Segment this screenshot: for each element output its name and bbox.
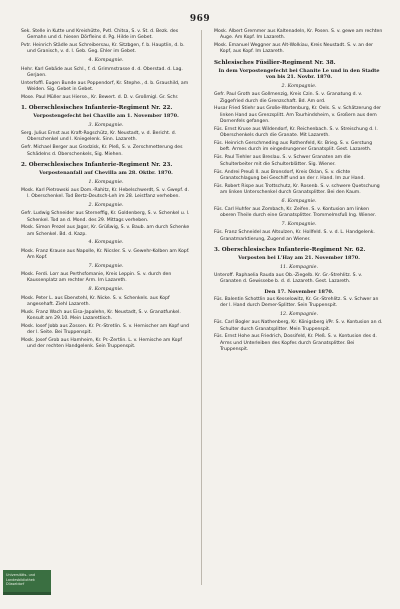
entry-text: Mosk. Karl Pietrowski aus Dom.-Rahitz, Kr. Hebelschwerdt, S. v. Gwepf. d. l. Oberschenkel. Tod Bertz-Deutsch-Leh im 28. Leistfanz verheben. bbox=[21, 187, 189, 200]
entry-text: Füs. Paul Tiehler aus Breslau. S. v. Schwer Granaten am die Schulterbeiter mit die Schulterblätter. Sig. Wiener. bbox=[214, 155, 351, 167]
entry-text: Mosk. Franz Krause aus Napolle, Kr. Nicsler. S. v. Gewehr-Kolben am Kopf. Am Kopf. bbox=[21, 248, 190, 261]
entry-text: Mosk. Simon Prezel aus Jagor, Kr. Grüßwig, S. v. Baub. am durch Schenke am Schenkel. Bd. d. Kazp. bbox=[21, 225, 190, 237]
entry-text: Füs. Franz Schneidel aus Altsulzen, Kr. Hollfeld. S. v. d. L. Handgelenk. Granatmarktierung, Zugend an Wiener. bbox=[214, 230, 375, 242]
stamp-bar bbox=[3, 592, 51, 595]
entry-text: Mose. Paul Müller aus Hierse., Kr. Bewert. d. D. v. Großmigl. Gr. Schr. bbox=[21, 94, 179, 100]
entry-text: Füs. Carl Huhfer aus Zombach, Kr. Zeifen. S. v. Kontusion am linken oberen Theile durch eine Granatsplitter. Trommelmsfuß Ing. Wiener. bbox=[214, 207, 377, 219]
entry-text: Füs. Ernst Hohe aus Friedrich, Dossifeld, Kr. Pleß. S. v. Kontusion des d. Arms und Unterleiben des Kopfes durch Granatsplitter. Bei Truppenspit. bbox=[214, 334, 377, 353]
left-column bbox=[21, 29, 191, 352]
regiment-sub-text: Vorpostengefecht bei Chaville am 1. November 1870. bbox=[33, 113, 179, 120]
right-column bbox=[214, 29, 384, 355]
entry-text: Füs. Robert Rispe aus Trottschutz, Kr. Rosenb. S. v. schwere Quetschung am linken Unterschenkel durch Granatsplitter. Bei den Kaum. bbox=[214, 183, 380, 195]
entry-text: Sek. Stelle in Kutte und Kreishütte, Pvtl. Chitsa, S. v. St. d. Bezk. des Gemahn und d. hiesen Dörfleins d. Pg. Hilde im Gebet. bbox=[21, 29, 179, 41]
regiment-text: 2. Oberschlesisches Infanterie-Regiment Nr. 23. bbox=[21, 161, 173, 168]
entry-text: Mosk. Albert Gremmer aus Kaltenadeln, Kr. Posen. S. v. gewe am rechten Auge. Am Kopf. Im Lazareth. bbox=[214, 29, 383, 41]
stamp-line-2: Landesbibliothek bbox=[6, 577, 35, 582]
library-stamp bbox=[3, 570, 51, 592]
entry-text: Füs. Balentin Schottlin aus Kesselowitz, Kr. Gr.-Strehlitz. S. v. Schwer an der l. Hand durch Demer-Splitter. Sein Truppenspit. bbox=[214, 296, 379, 309]
entry-text: Mosk. Peter L. aus Ebenstehl, Kr. Nicke. S. v. Schenkels. aus Kopf angesehaft. Ziehl Lazareth. bbox=[21, 295, 170, 307]
entry-text: Füs. Andrei Preuß II. aus Bronsdorf, Kreis Oklan, S. v. dichte Granatschlagung bei Geschiff und an der r. Hand. Im zur Hand. bbox=[214, 169, 365, 181]
entry-text: Mosk. Emanuel Weggner aus Alt-Wolkiau, Kreis Neustadt. S. v. an der Kopf, aus Kopf. Im Lazareth. bbox=[214, 43, 374, 55]
entry-text: Hehr. Karl Gebäde aus Schl., f. d. Grimmstrasse d. d. Oberstad. d. Lag. Gerjaen. bbox=[21, 66, 183, 78]
entry-text: Musk. Franz Wach aus Eisa-Japalehn, Kr. Neustadt, S. v. Granatfunkel. Konsult am 29.10. Mein Lazarettisch. bbox=[21, 309, 181, 322]
company-text: 7. Kompagnie. bbox=[281, 222, 317, 228]
company-text: 2. Kompagnie. bbox=[88, 202, 124, 208]
entry-text: Husar Fried Stiehr aus Große-Wartenburg, Kr. Oels. S. v. Schätzerung der linken Hand aus Grenzsplitt. Am Tourhindsheim, v. Großern aus dem Dornenfels gefangen. bbox=[214, 106, 382, 125]
regiment-text: Schlesisches Füsilier-Regiment Nr. 38. bbox=[214, 59, 336, 66]
company-text: 3. Kompagnie. bbox=[88, 122, 124, 128]
date-head-text: Den 17. November 1870. bbox=[264, 288, 334, 295]
entry-text: Mosk. Ferdi. Lorr aus Perthsfomanie, Kreis Leppin. S. v. durch den Kaussenplatz am rechter Arm. Im Lazareth. bbox=[21, 272, 172, 284]
entry-text: Unteroff. Raphaelia Rauda aus Ob.-Ziegelb. Kr. Gr.-Strehlitz. S. v. Granaten d. Gewissebe b. d. d. Lazareth. Gest. Lazareth. bbox=[214, 272, 363, 285]
company-text: 12. Kompagnie. bbox=[279, 311, 319, 317]
company-text: 2. Kompagnie. bbox=[281, 83, 317, 89]
entry-text: Unterfoffl. Eugen Bunde aus Poppendorf, Kr. Stephe., d. b. Graushild, am Weiden. Sig. Gebet in Gebet. bbox=[21, 80, 189, 93]
page-number: 969 bbox=[189, 14, 211, 24]
entry-text: Gefr. Paul Groth aus Gollmenzig, Kreis Czin. S. v. Granatung d. v. Ziggefried durch die Grenzschaft. Bd. Am ord. bbox=[214, 92, 363, 104]
company-text: 7. Kompagnie. bbox=[88, 263, 124, 269]
entry-text: Serg. Julius Ernst aus Kraft-Rogschütz, Kr. Neustadt, v. d. Bericht. d. Oberschenkel und l. Kniegelenk. Sinn. Lazareth. bbox=[21, 131, 177, 143]
column-divider bbox=[201, 30, 202, 585]
regiment-sub-text: In dem Vorpostengefecht bei Chanite Le und in den Stadte von bis 21. Novbr. 1870. bbox=[218, 67, 380, 81]
regiment-sub-text: Vorposten bei L'Hay am 21. November 1870. bbox=[238, 255, 360, 262]
regiment-text: 3. Oberschlesisches Infanterie-Regiment Nr. 62. bbox=[214, 247, 366, 254]
company-text: 11. Kompagnie. bbox=[279, 264, 319, 270]
entry-text: Füs. Heinrich Gerschmeding aus Rothenfeld, Kr. Brieg. S. v. Gerstung beft. Armes durch im eingedrungener Granatsplit. Gest. Lazareth. bbox=[214, 141, 373, 153]
entry-text: Mosk. Josef Grob aus Hamheim, Kr. Pr.-Zertlin. L. v. Hemische am Kopf und der rechten Handgelenk. Sein Truppenspit. bbox=[21, 338, 182, 350]
stamp-line-1: Universitäts- und bbox=[6, 573, 36, 577]
entry-text: Füs. Ernst Kruse aus Wildendorf, Kr. Reichenbach. S. v. Streischung d. l. Oberschenkels durch die Granate. Mit Lazareth. bbox=[214, 126, 378, 139]
entry-text: Gefr. Ludwig Schneider aus Sterneffig, Kr. Goldenberg, S. v. Schenkel u. l. Schenkel. Tod an d. Mond. des 29. Mittags verheben. bbox=[21, 211, 190, 223]
stamp-line-3: Düsseldorf bbox=[6, 582, 25, 586]
entry-text: Mosk. Iosef Jobb aus Zossen. Kr. Pr.-Stretlin. S. v. Hemischer am Kopf und der l. Seite. Bei Truppenspit. bbox=[21, 323, 190, 336]
company-text: 4. Kompagnie. bbox=[88, 58, 124, 64]
entry-text: Gefr. Michael Berger aus Grodzisk, Kr. Pleß, S. v. Zerschmetterung des Schädelns d. Oberschenkels, Sig. Miehen. bbox=[21, 145, 183, 157]
entry-text: Füs. Carl Bogler aus Nathenberg, Kr. Königsberg i/Pr. S. v. Kontusion an d. Schulter durch Granatsplitter. Mein Truppenspit. bbox=[214, 320, 383, 332]
company-text: 8. Kompagnie. bbox=[88, 287, 124, 293]
company-text: 1. Kompagnie. bbox=[88, 179, 124, 185]
entry-text: Pvtr. Heinrich Städle aus Schreibersau, Kr. Sitzbgen, f. b. Hauptlin, d. b. und Granisch, v. d. l. Geb. Geg. Ehler im Gebet. bbox=[21, 43, 185, 55]
company-text: 4. Kompagnie. bbox=[88, 240, 124, 246]
company-text: 6. Kompagnie. bbox=[281, 198, 317, 204]
regiment-sub-text: Vorpostenanfall auf Chevilla am 28. Oktbr. 1870. bbox=[39, 169, 173, 176]
regiment-text: 1. Oberschlesisches Infanterie-Regiment Nr. 22. bbox=[21, 105, 173, 112]
